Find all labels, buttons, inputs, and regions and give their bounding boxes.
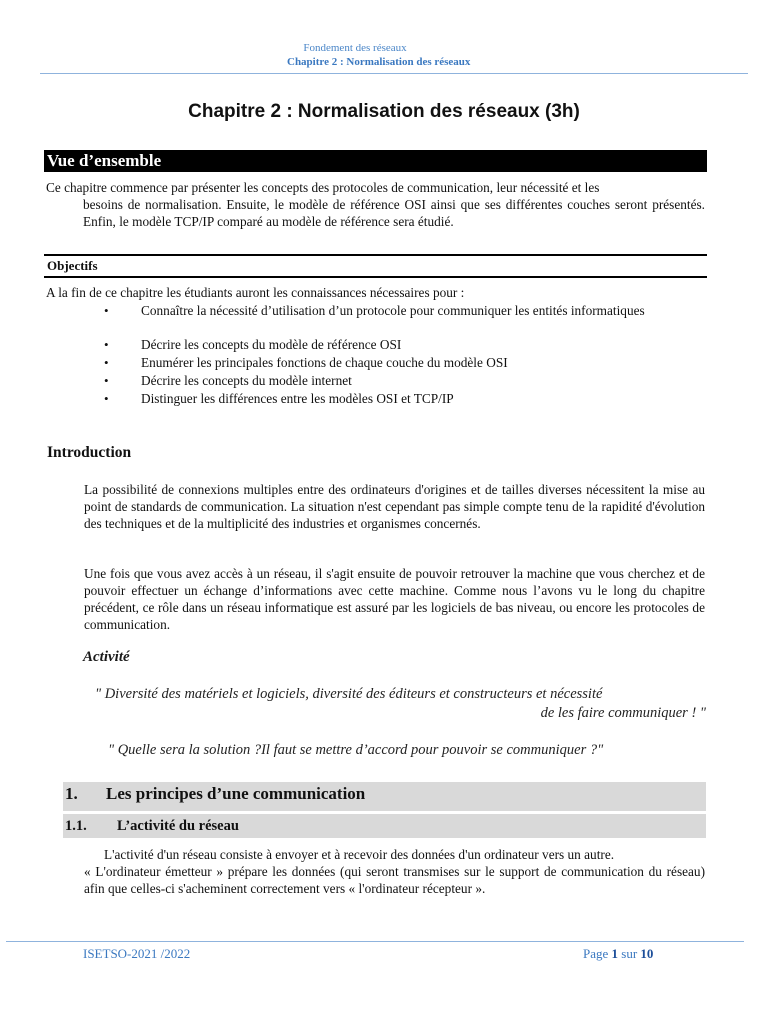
objective-item: • Connaître la nécessité d’utilisation d’un protocole pour communiquer les entités informatiques	[104, 303, 645, 318]
objective-item: • Enumérer les principales fonctions de chaque couche du modèle OSI	[104, 355, 508, 370]
footer-rule	[6, 941, 744, 942]
section-number: 1.	[65, 784, 78, 803]
bullet-icon: •	[104, 355, 109, 370]
overview-first-line: Ce chapitre commence par présenter les concepts des protocoles de communication, leur nécessité et les	[46, 180, 600, 195]
section-1-1-rest: « L'ordinateur émetteur » prépare les données (qui seront transmises sur le support de communication du réseau) afin que celles-ci s'acheminent correctement vers « l'ordinateur récepteur ».	[84, 864, 705, 896]
running-header-course: Fondement des réseaux	[303, 42, 407, 54]
activity-quote-1-line-1: " Diversité des matériels et logiciels, diversité des éditeurs et constructeurs et nécessité	[95, 686, 603, 702]
objective-item: • Décrire les concepts du modèle de référence OSI	[104, 337, 402, 352]
objective-item: • Décrire les concepts du modèle internet	[104, 373, 352, 388]
section-1-1-paragraph	[84, 846, 705, 897]
chapter-title: Chapitre 2 : Normalisation des réseaux (3h)	[188, 101, 580, 122]
bullet-icon: •	[104, 337, 109, 352]
section-number: 1.1.	[65, 818, 87, 834]
activity-heading: Activité	[83, 649, 130, 665]
activity-quote-1-line-2: de les faire communiquer ! "	[540, 705, 706, 721]
activity-quote-2: " Quelle sera la solution ?Il faut se mettre d’accord pour pouvoir se communiquer ?"	[108, 742, 604, 758]
running-header-chapter: Chapitre 2 : Normalisation des réseaux	[287, 56, 471, 68]
bullet-icon: •	[104, 303, 109, 318]
page-number: Page 1 sur 10	[583, 946, 654, 961]
bullet-icon: •	[104, 391, 109, 406]
introduction-paragraph-2: Une fois que vous avez accès à un réseau, il s'agit ensuite de pouvoir retrouver la machine que vous cherchez et de pouvoir effectuer un échange d’informations avec cette machine. Comme nous l’avons vu le long du chapitre précédent, ce rôle dans un réseau informatique est assuré par les logiciels de bas niveau, ou encore les protocoles de communication.	[84, 566, 705, 632]
footer-institution: ISETSO-2021 /2022	[83, 946, 191, 961]
introduction-paragraph-1: La possibilité de connexions multiples entre des ordinateurs d'origines et de tailles diverses nécessitent la mise au point de standards de communication. La situation n'est cependant pas simple compte tenu de la rapidité d'évolution des techniques et de la multiplicité des industries et organismes concernés.	[84, 482, 705, 531]
objective-item: • Distinguer les différences entre les modèles OSI et TCP/IP	[104, 391, 454, 406]
section-1-1-first-line: L'activité d'un réseau consiste à envoyer et à recevoir des données d'un ordinateur vers un autre.	[104, 847, 615, 862]
section-1-1-heading	[63, 814, 706, 838]
objectives-label: Objectifs	[47, 258, 98, 273]
introduction-heading: Introduction	[47, 444, 132, 461]
section-title: L’activité du réseau	[117, 818, 239, 834]
bullet-icon: •	[104, 373, 109, 388]
overview-heading: Vue d’ensemble	[44, 150, 707, 172]
objectives-top-rule	[44, 254, 707, 256]
section-1-heading	[63, 782, 706, 811]
objectives-intro: A la fin de ce chapitre les étudiants auront les connaissances nécessaires pour :	[46, 285, 465, 300]
objectives-bottom-rule	[44, 276, 707, 278]
overview-paragraph	[46, 179, 705, 230]
section-title: Les principes d’une communication	[106, 784, 366, 803]
header-rule	[40, 73, 748, 74]
overview-rest: besoins de normalisation. Ensuite, le modèle de référence OSI ainsi que ses différentes couches seront présentés. Enfin, le modèle TCP/IP comparé au modèle de référence sera étudié.	[83, 197, 705, 229]
